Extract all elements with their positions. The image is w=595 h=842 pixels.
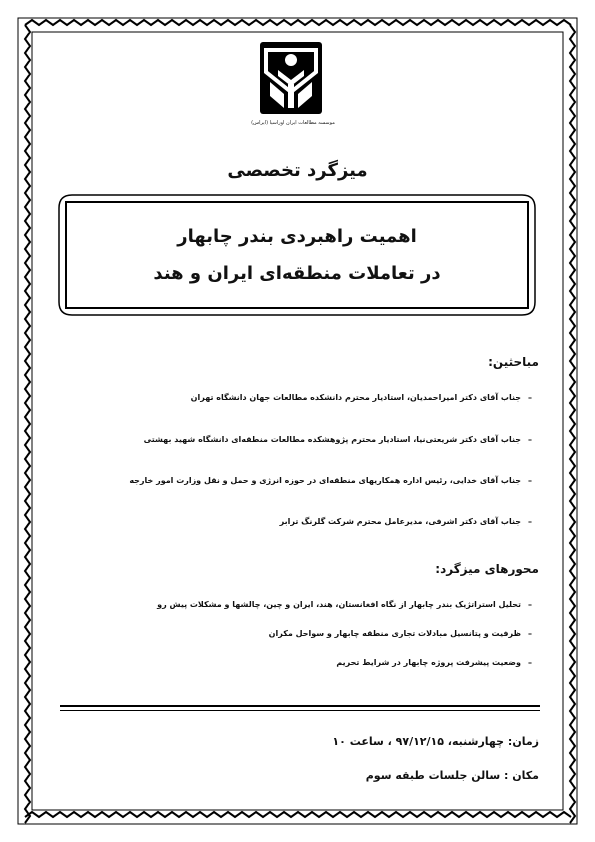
list-marker: – <box>528 658 532 667</box>
speakers-heading: مباحثین: <box>488 355 539 369</box>
list-item <box>269 629 539 638</box>
list-marker: – <box>528 600 532 609</box>
list-marker: – <box>528 629 532 638</box>
logo-figure-icon <box>260 42 322 114</box>
topic-2: ظرفیت و پتانسیل مبادلات تجاری منطقه چابهار و سواحل مکران <box>268 629 521 638</box>
event-time: زمان: چهارشنبه، ۹۷/۱۲/۱۵ ، ساعت ۱۰ <box>332 735 539 748</box>
list-marker: – <box>528 393 532 402</box>
title-line-2: در تعاملات منطقه‌ای ایران و هند <box>153 263 441 284</box>
list-marker: – <box>528 476 532 485</box>
list-item <box>157 600 539 609</box>
institute-logo <box>250 42 336 134</box>
topic-3: وضعیت پیشرفت پروژه چابهار در شرایط تحریم <box>336 658 521 667</box>
speaker-3: جناب آقای خدایی، رئیس اداره همکاریهای منطقه‌ای در حوزه انرژی و حمل و نقل وزارت امور خارجه <box>129 476 521 485</box>
list-item <box>129 476 539 485</box>
logo-emblem <box>260 42 322 114</box>
list-item <box>280 517 539 526</box>
event-type-title: میزگرد تخصصی <box>227 160 368 181</box>
topic-1: تحلیل استراتژیک بندر چابهار از نگاه افغانستان، هند، ایران و چین، چالشها و مشکلات پیش رو <box>157 600 521 609</box>
list-item <box>144 435 539 444</box>
logo-caption: موسسه مطالعات ایران اوراسیا (ایراس) <box>251 120 335 126</box>
speaker-2: جناب آقای دکتر شریعتی‌نیا، استادیار محترم پژوهشکده مطالعات منطقه‌ای دانشگاه شهید بهشتی <box>143 435 521 444</box>
list-item <box>191 393 539 402</box>
list-item <box>336 658 539 667</box>
topics-heading: محورهای میزگرد: <box>435 562 539 576</box>
divider-top <box>60 705 540 707</box>
divider-bottom <box>60 710 540 711</box>
title-line-1: اهمیت راهبردی بندر چابهار <box>177 226 417 247</box>
speaker-4: جناب آقای دکتر اشرفی، مدیرعامل محترم شرکت گلرنگ ترابر <box>279 517 521 526</box>
event-place: مکان : سالن جلسات طبقه سوم <box>365 769 539 782</box>
title-box <box>58 194 536 316</box>
list-marker: – <box>528 517 532 526</box>
speaker-1: جناب آقای دکتر امیراحمدیان، استادیار محترم دانشکده مطالعات جهان دانشگاه تهران <box>190 393 521 402</box>
list-marker: – <box>528 435 532 444</box>
